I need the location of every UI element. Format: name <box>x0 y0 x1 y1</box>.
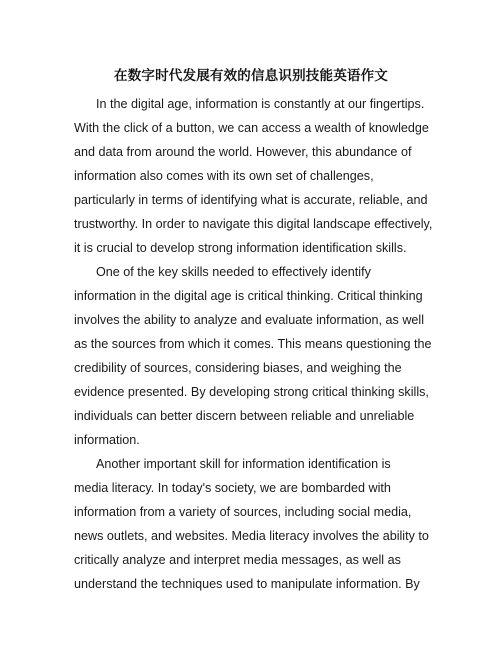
paragraph-line: information in the digital age is critical thinking. Critical thinking <box>74 289 423 303</box>
paragraph-line: it is crucial to develop strong information identification skills. <box>74 241 407 255</box>
paragraph-line: trustworthy. In order to navigate this digital landscape effectively, <box>74 217 433 231</box>
paragraph-line: evidence presented. By developing strong critical thinking skills, <box>74 385 429 399</box>
paragraph-line: One of the key skills needed to effectively identify <box>96 265 371 279</box>
paragraph-line: news outlets, and websites. Media literacy involves the ability to <box>74 529 429 543</box>
paragraph-line: information from a variety of sources, including social media, <box>74 505 412 519</box>
paragraph-line: involves the ability to analyze and evaluate information, as well <box>74 313 425 327</box>
paragraph-line: media literacy. In today's society, we are bombarded with <box>74 481 391 495</box>
paragraph-line: credibility of sources, considering biases, and weighing the <box>74 361 402 375</box>
paragraph-line: as the sources from which it comes. This means questioning the <box>74 337 432 351</box>
paragraph-line: critically analyze and interpret media messages, as well as <box>74 553 401 567</box>
paragraph-line: particularly in terms of identifying what is accurate, reliable, and <box>74 193 428 207</box>
paragraph-line: Another important skill for information identification is <box>96 457 391 471</box>
paragraph-line: information also comes with its own set of challenges, <box>74 169 374 183</box>
paragraph-line: understand the techniques used to manipulate information. By <box>74 577 420 591</box>
document-title: 在数字时代发展有效的信息识别技能英语作文 <box>114 68 388 84</box>
paragraph-line: and data from around the world. However, this abundance of <box>74 145 412 159</box>
paragraph-line: information. <box>74 433 140 447</box>
paragraph-line: individuals can better discern between reliable and unreliable <box>74 409 415 423</box>
paragraph-line: With the click of a button, we can access a wealth of knowledge <box>74 121 429 135</box>
paragraph-line: In the digital age, information is constantly at our fingertips. <box>96 97 425 111</box>
